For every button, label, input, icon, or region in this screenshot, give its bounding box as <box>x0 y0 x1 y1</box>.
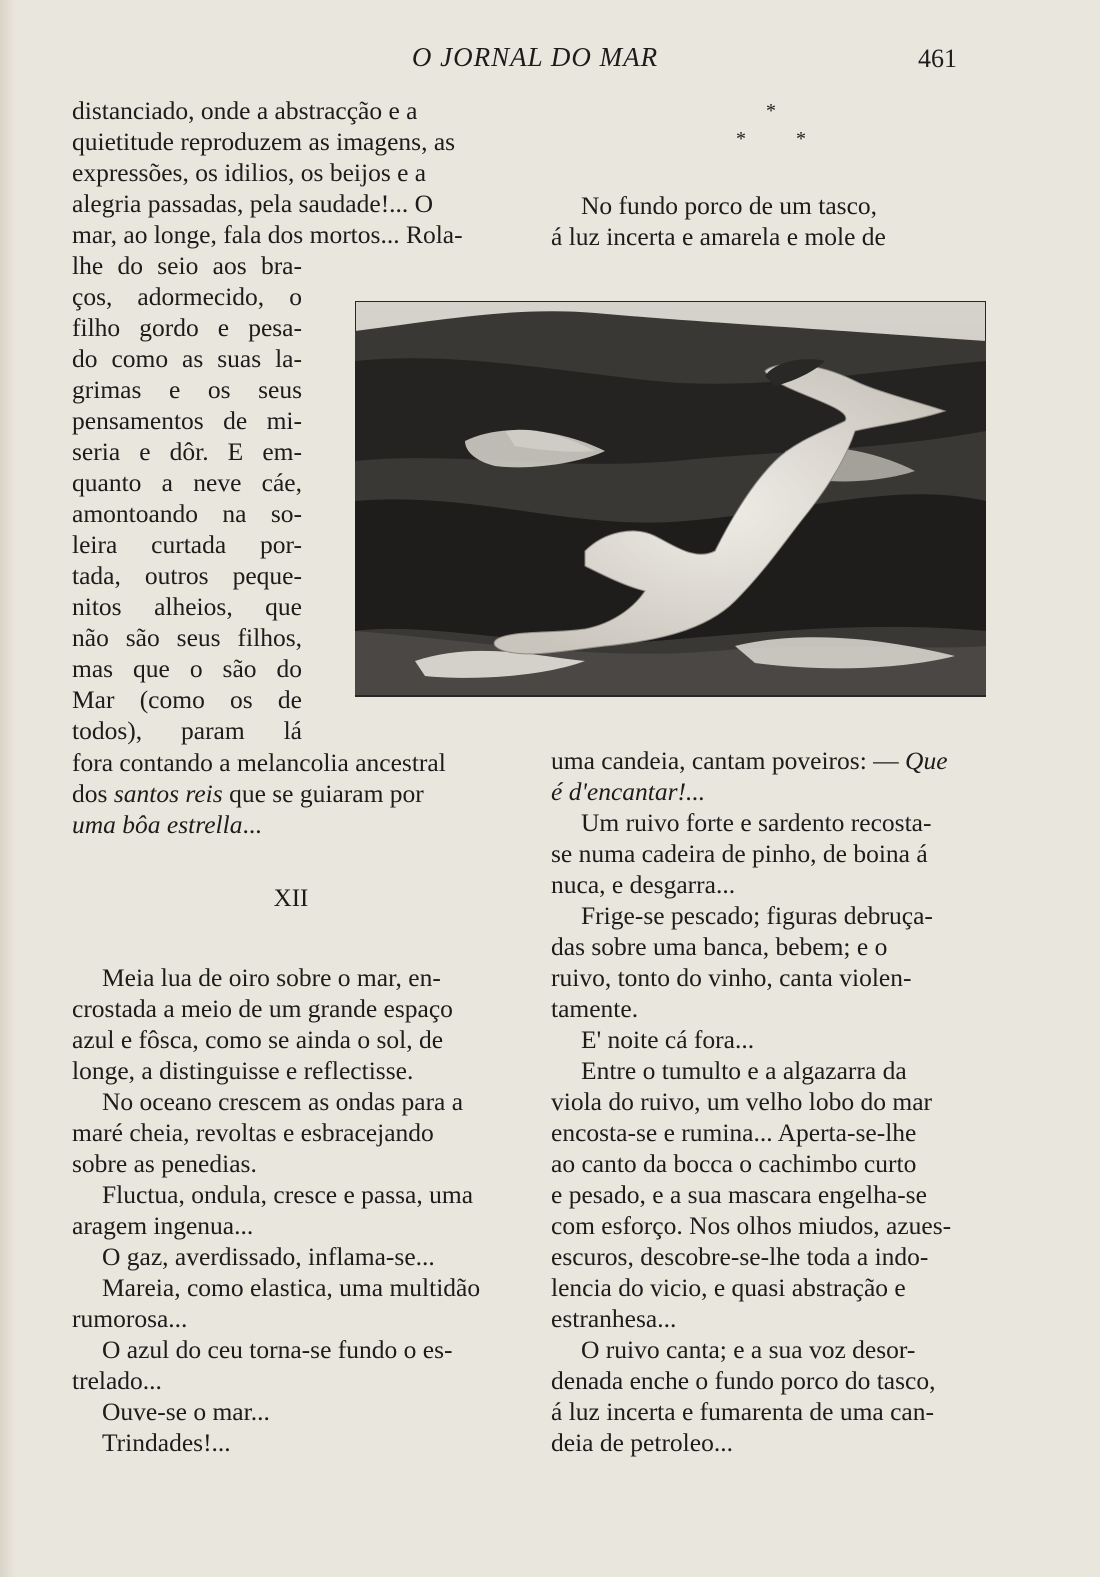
text-line: com esforço. Nos olhos miudos, azues- <box>551 1211 952 1240</box>
text-line: amontoando na so- <box>72 499 302 528</box>
text-line: ao canto da bocca o cachimbo curto <box>551 1149 917 1178</box>
right-column-intro <box>551 190 989 252</box>
text-line: rumorosa... <box>72 1304 188 1333</box>
text-line: trelado... <box>72 1366 162 1395</box>
text-line: filho gordo e pesa- <box>72 313 302 342</box>
text-line: expressões, os idilios, os beijos e a <box>72 158 427 187</box>
text-line: mas que o são do <box>72 654 302 683</box>
text-line: lhe do seio aos bra- <box>72 251 302 280</box>
text-line: se numa cadeira de pinho, de boina á <box>551 839 928 868</box>
text-line: fora contando a melancolia ancestral <box>72 748 446 777</box>
text-span: uma candeia, cantam poveiros: — <box>551 746 906 775</box>
left-column-section-text <box>72 962 510 1458</box>
text-line: Frige-se pescado; figuras debruça- <box>581 901 933 930</box>
illustration-graphic <box>355 301 986 695</box>
text-line: seria e dôr. E em- <box>72 437 302 466</box>
text-line: escuros, descobre-se-lhe toda a indo- <box>551 1242 929 1271</box>
text-line <box>72 809 510 840</box>
text-line: leira curtada por- <box>72 530 302 559</box>
text-line: pensamentos de mi- <box>72 406 302 435</box>
text-line: aragem ingenua... <box>72 1211 254 1240</box>
text-line: á luz incerta e fumarenta de uma can- <box>551 1397 934 1426</box>
text-line: Ouve-se o mar... <box>102 1397 270 1426</box>
text-line: não são seus filhos, <box>72 623 302 652</box>
text-line: todos), param lá <box>72 716 302 745</box>
italic-phrase: uma bôa estrella <box>72 810 243 839</box>
text-line: mar, ao longe, fala dos mortos... Rola- <box>72 220 463 249</box>
text-line: maré cheia, revoltas e esbracejando <box>72 1118 434 1147</box>
text-span: ... <box>242 810 262 839</box>
text-line: tada, outros peque- <box>72 561 302 590</box>
text-line: e pesado, e a sua mascara engelha-se <box>551 1180 927 1209</box>
left-column-after-figure <box>72 747 510 840</box>
text-line: azul e fôsca, como se ainda o sol, de <box>72 1025 444 1054</box>
text-line: Um ruivo forte e sardento recosta- <box>581 808 932 837</box>
asterism-divider <box>730 100 820 156</box>
text-line: longe, a distinguisse e reflectisse. <box>72 1056 414 1085</box>
text-line: No fundo porco de um tasco, <box>581 191 878 220</box>
figure-bottom-rule <box>355 695 986 697</box>
text-line: quietitude reproduzem as imagens, as <box>72 127 456 156</box>
italic-phrase: santos reis <box>113 779 223 808</box>
text-line <box>72 778 510 809</box>
asterism-star: * <box>766 100 776 122</box>
text-line: viola do ruivo, um velho lobo do mar <box>551 1087 933 1116</box>
text-line: Entre o tumulto e a algazarra da <box>581 1056 907 1085</box>
text-line: nitos alheios, que <box>72 592 302 621</box>
text-line: das sobre uma banca, bebem; e o <box>551 932 888 961</box>
asterism-star: * <box>736 128 746 150</box>
text-line: O gaz, averdissado, inflama-se... <box>102 1242 435 1271</box>
text-line: denada enche o fundo porco do tasco, <box>551 1366 936 1395</box>
page-number: 461 <box>918 44 957 73</box>
text-line: á luz incerta e amarela e mole de <box>551 222 886 251</box>
text-line: No oceano crescem as ondas para a <box>102 1087 464 1116</box>
text-line: alegria passadas, pela saudade!... O <box>72 189 434 218</box>
illustration-nude-on-waves <box>355 301 986 695</box>
text-line: O ruivo canta; e a sua voz desor- <box>581 1335 916 1364</box>
text-line: E' noite cá fora... <box>581 1025 755 1054</box>
text-line <box>551 776 989 807</box>
text-span: dos <box>72 779 114 808</box>
italic-phrase: é d'encantar <box>551 777 678 806</box>
section-heading: XII <box>273 885 309 912</box>
text-line <box>551 745 989 776</box>
text-line: Fluctua, ondula, cresce e passa, uma <box>102 1180 474 1209</box>
left-column-intro <box>72 95 510 250</box>
text-line: encosta-se e rumina... Aperta-se-lhe <box>551 1118 917 1147</box>
text-line: O azul do ceu torna-se fundo o es- <box>102 1335 453 1364</box>
text-line: grimas e os seus <box>72 375 302 404</box>
text-line: ços, adormecido, o <box>72 282 302 311</box>
right-column-continued <box>551 745 989 1458</box>
asterism-star: * <box>796 128 806 150</box>
text-line: Meia lua de oiro sobre o mar, en- <box>102 963 441 992</box>
text-span: que se guiaram por <box>222 779 424 808</box>
text-line: estranhesa... <box>551 1304 677 1333</box>
text-line: Mareia, como elastica, uma multidão <box>102 1273 481 1302</box>
text-line: do como as suas la- <box>72 344 302 373</box>
text-line: Trindades!... <box>102 1428 231 1457</box>
left-column-beside-figure <box>72 250 302 746</box>
text-span: !... <box>677 777 706 806</box>
running-header-title: O JORNAL DO MAR <box>411 42 659 72</box>
text-line: tamente. <box>551 994 639 1023</box>
text-line: ruivo, tonto do vinho, canta violen- <box>551 963 912 992</box>
text-line: nuca, e desgarra... <box>551 870 736 899</box>
text-line: crostada a meio de um grande espaço <box>72 994 453 1023</box>
text-line: deia de petroleo... <box>551 1428 733 1457</box>
text-line: quanto a neve cáe, <box>72 468 302 497</box>
page-edge-shadow <box>0 0 16 1577</box>
text-line: distanciado, onde a abstracção e a <box>72 96 418 125</box>
text-line: Mar (como os de <box>72 685 302 714</box>
italic-phrase: Que <box>905 746 948 775</box>
text-line: sobre as penedias. <box>72 1149 257 1178</box>
text-line: lencia do vicio, e quasi abstração e <box>551 1273 906 1302</box>
